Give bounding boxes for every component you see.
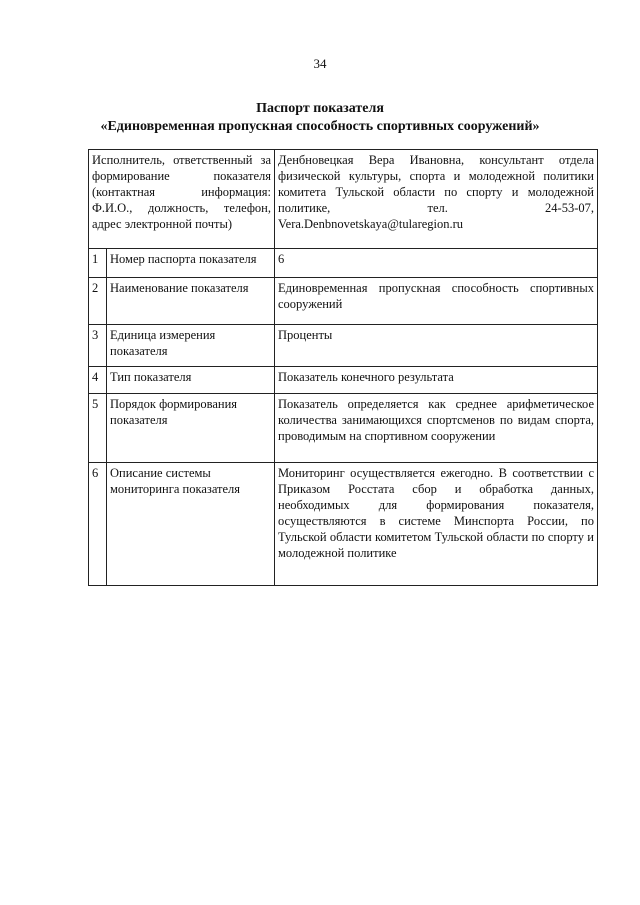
responsible-value: Денбновецкая Вера Ивановна, консультант отдела физической культуры, спорта и молодежной политики комитета Тульской области по спорту и молодежной политике, тел. 24-53-07, Vera.Denbnovetskaya@tularegion.ru xyxy=(275,150,598,249)
table-row xyxy=(89,367,598,394)
row-label: Порядок формирования показателя xyxy=(107,394,275,463)
row-label: Единица измерения показателя xyxy=(107,325,275,367)
row-number: 5 xyxy=(89,394,107,463)
row-value: Мониторинг осуществляется ежегодно. В соответствии с Приказом Росстата сбор и обработка данных, необходимых для формирования показателя, осуществляются в системе Минспорта России, по Тульской области комитетом Тульской области по спорту и молодежной политике xyxy=(275,463,598,586)
title-line-2: «Единовременная пропускная способность спортивных сооружений» xyxy=(100,119,540,134)
row-label: Описание системы мониторинга показателя xyxy=(107,463,275,586)
row-number: 4 xyxy=(89,367,107,394)
row-label: Тип показателя xyxy=(107,367,275,394)
row-value: 6 xyxy=(275,249,598,278)
responsible-row xyxy=(89,150,598,249)
row-number: 3 xyxy=(89,325,107,367)
row-number: 2 xyxy=(89,278,107,325)
table-row xyxy=(89,249,598,278)
row-number: 1 xyxy=(89,249,107,278)
responsible-label: Исполнитель, ответственный за формирование показателя (контактная информация: Ф.И.О., должность, телефон, адрес электронной почты) xyxy=(89,150,275,249)
row-label: Номер паспорта показателя xyxy=(107,249,275,278)
row-number: 6 xyxy=(89,463,107,586)
row-label: Наименование показателя xyxy=(107,278,275,325)
title-line-1: Паспорт показателя xyxy=(256,101,384,116)
document-title xyxy=(0,100,640,136)
row-value: Единовременная пропускная способность спортивных сооружений xyxy=(275,278,598,325)
row-value: Показатель конечного результата xyxy=(275,367,598,394)
passport-table xyxy=(88,149,598,586)
row-value: Показатель определяется как среднее арифметическое количества занимающихся спортсменов по видам спорта, проводимым на спортивном сооружении xyxy=(275,394,598,463)
row-value: Проценты xyxy=(275,325,598,367)
table-row xyxy=(89,394,598,463)
table-row xyxy=(89,463,598,586)
page-number: 34 xyxy=(313,56,327,71)
table-row xyxy=(89,325,598,367)
table-row xyxy=(89,278,598,325)
